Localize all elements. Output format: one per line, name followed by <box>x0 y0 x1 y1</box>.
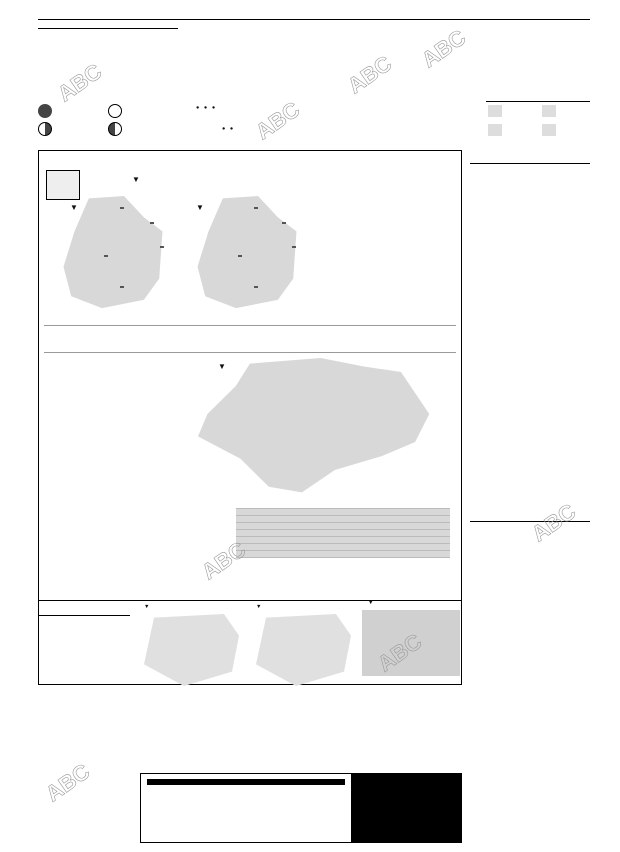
iberia-logo <box>351 774 461 842</box>
sea-area <box>236 508 450 558</box>
abc-watermark: ABC <box>40 758 95 807</box>
abc-watermark: ABC <box>526 498 581 547</box>
abc-watermark: ABC <box>196 536 251 585</box>
moon-full-icon <box>108 104 122 118</box>
abc-watermark: ABC <box>416 24 471 73</box>
hoy-label: ▼ <box>70 203 78 212</box>
sol-luna-box <box>486 101 590 141</box>
manana-headline: ● ● <box>222 126 234 132</box>
sevilla-title: ▼ <box>132 175 140 184</box>
abc-watermark: ABC <box>250 96 305 145</box>
ad-l3 <box>147 779 345 785</box>
embalses-chart <box>296 690 456 748</box>
weather-legend <box>44 325 456 353</box>
abc-watermark: ABC <box>52 58 107 107</box>
hoy-headline: ● ● ● <box>196 105 216 111</box>
moonset-icon <box>542 124 556 136</box>
abc-watermark: ABC <box>342 50 397 99</box>
temperaturas-head <box>470 166 590 178</box>
day-miercoles: ▼ <box>144 604 150 610</box>
page-header <box>38 6 590 20</box>
sunrise-icon <box>488 105 502 117</box>
tal-dia-title <box>38 602 130 616</box>
sunset-icon <box>488 124 502 136</box>
moonrise-icon <box>542 105 556 117</box>
temperaturas-title <box>470 154 590 164</box>
iberia-ad[interactable] <box>140 773 462 843</box>
moon-waxing-icon <box>38 122 52 136</box>
temp-legend <box>46 170 80 200</box>
manana-label: ▼ <box>196 203 204 212</box>
moon-waning-icon <box>108 122 122 136</box>
andalucia-title: ▼ <box>218 362 226 371</box>
day-europa: ▼ <box>368 600 374 606</box>
divider <box>38 600 462 601</box>
abc-watermark: ABC <box>372 628 427 677</box>
moon-new-icon <box>38 104 52 118</box>
day-jueves: ▼ <box>256 604 262 610</box>
fases-title <box>38 27 178 29</box>
